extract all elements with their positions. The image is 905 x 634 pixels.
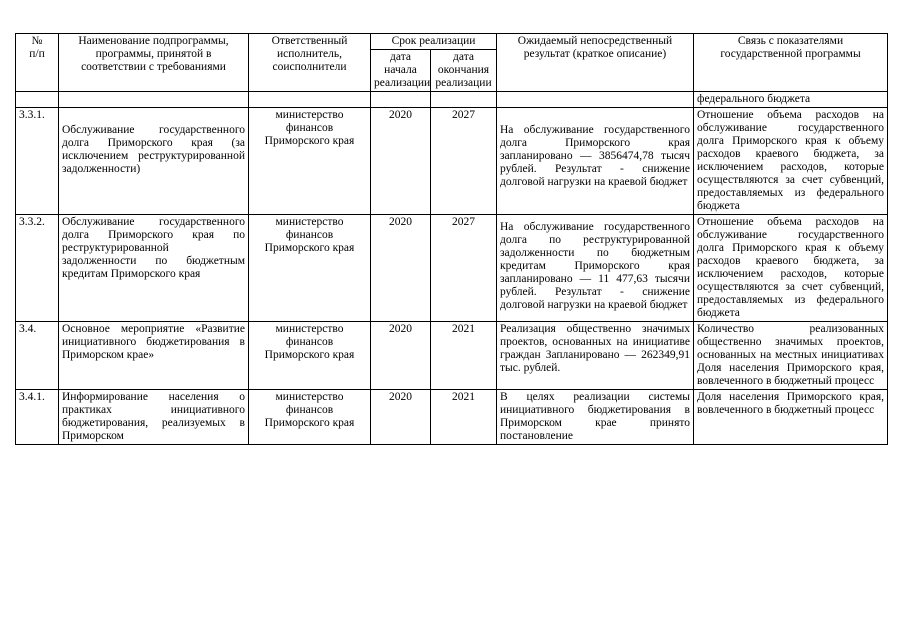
row-start: 2020 — [371, 322, 431, 390]
continuation-link: федерального бюджета — [694, 92, 888, 108]
row-name: Основное мероприятие «Развитие инициативного бюджетирования в Приморском крае» — [59, 322, 249, 390]
row-responsible: министерство финансов Приморского края — [249, 390, 371, 445]
row-link: Доля населения Приморского края, вовлеченного в бюджетный процесс — [694, 390, 888, 445]
row-num: 3.4. — [16, 322, 59, 390]
row-end: 2027 — [431, 108, 497, 215]
header-end: дата окончания реализации — [431, 50, 497, 92]
row-num: 3.3.2. — [16, 215, 59, 322]
row-start: 2020 — [371, 390, 431, 445]
row-name: Обслуживание государственного долга Приморского края (за исключением реструктурированной задолженности) — [59, 108, 249, 215]
program-table — [15, 33, 888, 445]
header-row — [16, 34, 888, 50]
row-responsible: министерство финансов Приморского края — [249, 108, 371, 215]
row-result: На обслуживание государственного долга Приморского края запланировано — 3856474,78 тысяч рублей. Результат - снижение долговой нагрузки на краевой бюджет — [497, 108, 694, 215]
continuation-row — [16, 92, 888, 108]
table-row — [16, 215, 888, 322]
header-start: дата начала реализации — [371, 50, 431, 92]
row-end: 2021 — [431, 322, 497, 390]
header-period: Срок реализации — [371, 34, 497, 50]
row-link: Отношение объема расходов на обслуживание государственного долга Приморского края к объему расходов краевого бюджета, за исключением расходов, которые осуществляются за счет субвенций, предоставляемых из федерального бюджета — [694, 108, 888, 215]
header-link: Связь с показателями государственной программы — [694, 34, 888, 92]
row-link: Отношение объема расходов на обслуживание государственного долга Приморского края к объему расходов краевого бюджета, за исключением расходов, которые осуществляются за счет субвенций, предоставляемых из федерального бюджета — [694, 215, 888, 322]
header-num: № п/п — [16, 34, 59, 92]
row-responsible: министерство финансов Приморского края — [249, 215, 371, 322]
row-start: 2020 — [371, 108, 431, 215]
row-start: 2020 — [371, 215, 431, 322]
row-num: 3.3.1. — [16, 108, 59, 215]
table-row — [16, 108, 888, 215]
row-result: В целях реализации системы инициативного бюджетирования в Приморском крае принято постановление — [497, 390, 694, 445]
table-row — [16, 322, 888, 390]
header-name: Наименование подпрограммы, программы, принятой в соответствии с требованиями — [59, 34, 249, 92]
header-responsible: Ответственный исполнитель, соисполнители — [249, 34, 371, 92]
row-end: 2021 — [431, 390, 497, 445]
row-responsible: министерство финансов Приморского края — [249, 322, 371, 390]
row-link: Количество реализованных общественно значимых проектов, основанных на местных инициативах Доля населения Приморского края, вовлеченного в бюджетный процесс — [694, 322, 888, 390]
row-name: Информирование населения о практиках инициативного бюджетирования, реализуемых в Приморском — [59, 390, 249, 445]
table-row — [16, 390, 888, 445]
row-result: Реализация общественно значимых проектов, основанных на инициативе граждан Запланировано — 262349,91 тыс. рублей. — [497, 322, 694, 390]
row-result: На обслуживание государственного долга по реструктурированной задолженности по бюджетным кредитам Приморского края запланировано — 11 477,63 тысячи рублей. Результат - снижение долговой нагрузки на краевой бюджет — [497, 215, 694, 322]
row-end: 2027 — [431, 215, 497, 322]
header-result: Ожидаемый непосредственный результат (краткое описание) — [497, 34, 694, 92]
row-num: 3.4.1. — [16, 390, 59, 445]
row-name: Обслуживание государственного долга Приморского края по реструктурированной задолженности по бюджетным кредитам Приморского края — [59, 215, 249, 322]
